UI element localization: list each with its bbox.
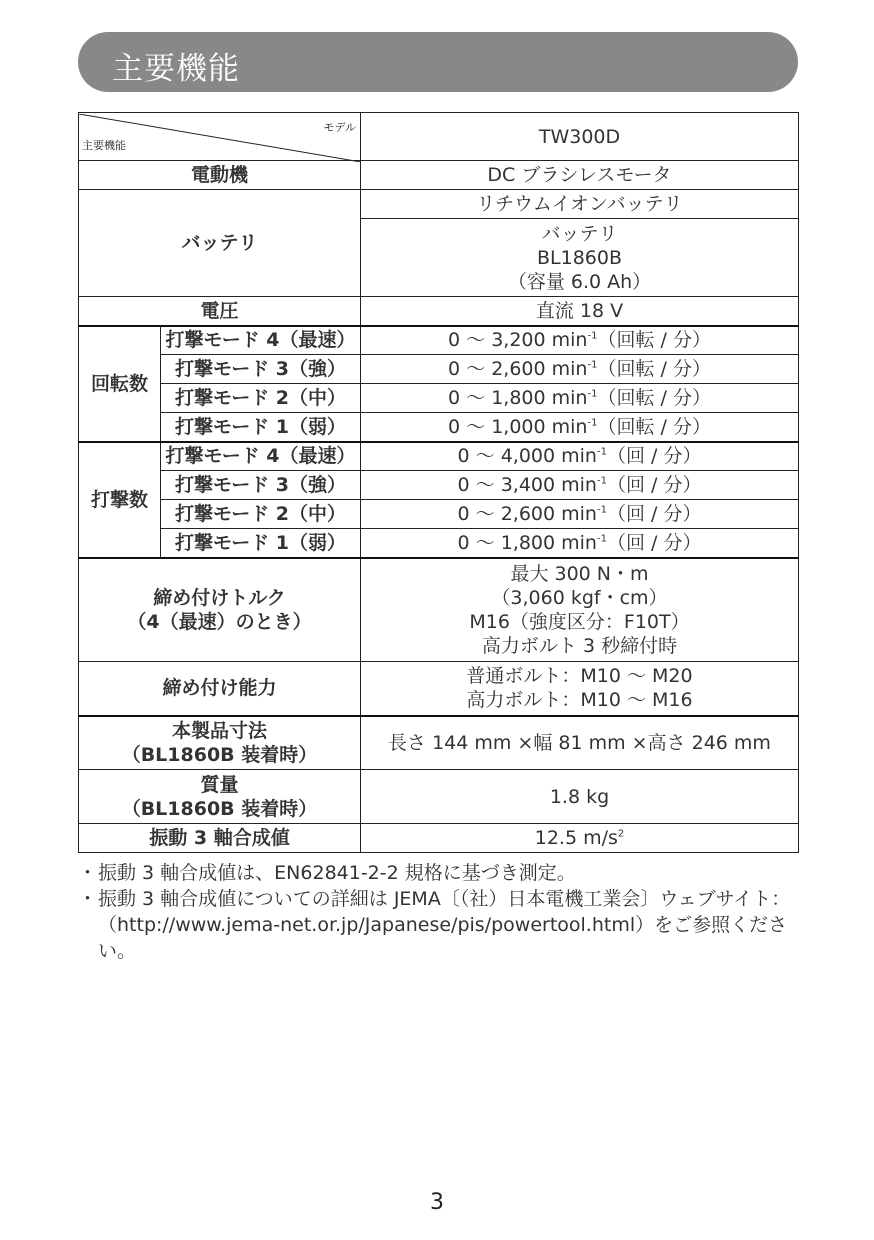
table-row xyxy=(79,662,799,716)
mode-label: 打撃モード 2（中） xyxy=(161,500,361,529)
rotation-value: 0 ～ 3,200 $\min^{-1}$（回転 / 分） xyxy=(361,326,799,355)
dimensions-value: 長さ 144 mm ×幅 81 mm ×高さ 246 mm xyxy=(361,716,799,770)
vibration-label: 振動 3 軸合成値 xyxy=(79,824,361,853)
motor-label: 電動機 xyxy=(79,161,361,190)
table-row xyxy=(79,471,799,500)
rotation-value: 0 ～ 1,800 $\min^{-1}$（回転 / 分） xyxy=(361,384,799,413)
rotation-value: 0 ～ 1,000 $\min^{-1}$（回転 / 分） xyxy=(361,413,799,442)
table-row xyxy=(79,355,799,384)
mode-label: 打撃モード 3（強） xyxy=(161,355,361,384)
header-model-label: モデル xyxy=(323,120,356,134)
battery-capacity: （容量 6.0 Ah） xyxy=(507,270,652,293)
mass-value: 1.8 kg xyxy=(361,770,799,824)
impact-value: 0 ～ 1,800 $\min^{-1}$（回 / 分） xyxy=(361,529,799,558)
impact-value: 0 ～ 4,000 $\min^{-1}$（回 / 分） xyxy=(361,442,799,471)
dimensions-label: 本製品寸法 （BL1860B 装着時） xyxy=(79,716,361,770)
mass-label: 質量 （BL1860B 装着時） xyxy=(79,770,361,824)
mode-label: 打撃モード 3（強） xyxy=(161,471,361,500)
impact-value: 0 ～ 3,400 $\min^{-1}$（回 / 分） xyxy=(361,471,799,500)
table-row xyxy=(79,413,799,442)
battery-line: バッテリ xyxy=(541,222,618,245)
table-row xyxy=(79,770,799,824)
table-row xyxy=(79,190,799,219)
voltage-value: 直流 18 V xyxy=(361,297,799,326)
table-row xyxy=(79,384,799,413)
battery-type: リチウムイオンバッテリ xyxy=(361,190,799,219)
capacity-label: 締め付け能力 xyxy=(79,662,361,716)
rotation-label: 回転数 xyxy=(79,326,161,442)
section-title: 主要機能 xyxy=(112,51,240,87)
header-diagonal-cell xyxy=(79,113,361,161)
mode-label: 打撃モード 4（最速） xyxy=(161,442,361,471)
table-row xyxy=(79,297,799,326)
capacity-value: 普通ボルト：M10 ～ M20 高力ボルト：M10 ～ M16 xyxy=(361,662,799,716)
bullet: ・ xyxy=(78,888,98,910)
table-row xyxy=(79,442,799,471)
bullet: ・ xyxy=(78,862,98,884)
impact-label: 打撃数 xyxy=(79,442,161,558)
page-number: 3 xyxy=(430,1190,444,1215)
table-row xyxy=(79,529,799,558)
motor-value: DC ブラシレスモータ xyxy=(361,161,799,190)
vibration-value: 12.5 $m/s^2$ xyxy=(361,824,799,853)
mode-label: 打撃モード 1（弱） xyxy=(161,529,361,558)
table-row xyxy=(79,558,799,662)
note-text: 振動 3 軸合成値についての詳細は JEMA〔（社）日本電機工業会〕ウェブサイト：（http://www.jema-net.or.jp/Japanese/pis/powertool.html）をご参照ください。 xyxy=(98,888,791,962)
battery-label: バッテリ xyxy=(79,190,361,297)
note-item xyxy=(78,860,800,886)
rotation-value: 0 ～ 2,600 $\min^{-1}$（回転 / 分） xyxy=(361,355,799,384)
mode-label: 打撃モード 2（中） xyxy=(161,384,361,413)
section-title-bar xyxy=(78,32,798,92)
mode-label: 打撃モード 4（最速） xyxy=(161,326,361,355)
note-text: 振動 3 軸合成値は、EN62841-2-2 規格に基づき測定。 xyxy=(98,862,576,884)
spec-table xyxy=(78,112,799,853)
table-row xyxy=(79,716,799,770)
table-header-row xyxy=(79,113,799,161)
model-name: TW300D xyxy=(361,113,799,161)
mode-label: 打撃モード 1（弱） xyxy=(161,413,361,442)
table-row xyxy=(79,824,799,853)
battery-model-cell xyxy=(361,219,799,297)
note-item xyxy=(78,886,800,964)
voltage-label: 電圧 xyxy=(79,297,361,326)
battery-model: BL1860B xyxy=(536,246,622,269)
table-row xyxy=(79,326,799,355)
impact-value: 0 ～ 2,600 $\min^{-1}$（回 / 分） xyxy=(361,500,799,529)
table-row xyxy=(79,161,799,190)
notes xyxy=(78,860,800,964)
header-feature-label: 主要機能 xyxy=(82,138,126,152)
torque-label: 締め付けトルク （4（最速）のとき） xyxy=(79,558,361,662)
table-row xyxy=(79,500,799,529)
torque-value: 最大 300 N・m （3,060 kgf・cm） M16（強度区分：F10T） 高力ボルト 3 秒締付時 xyxy=(361,558,799,662)
